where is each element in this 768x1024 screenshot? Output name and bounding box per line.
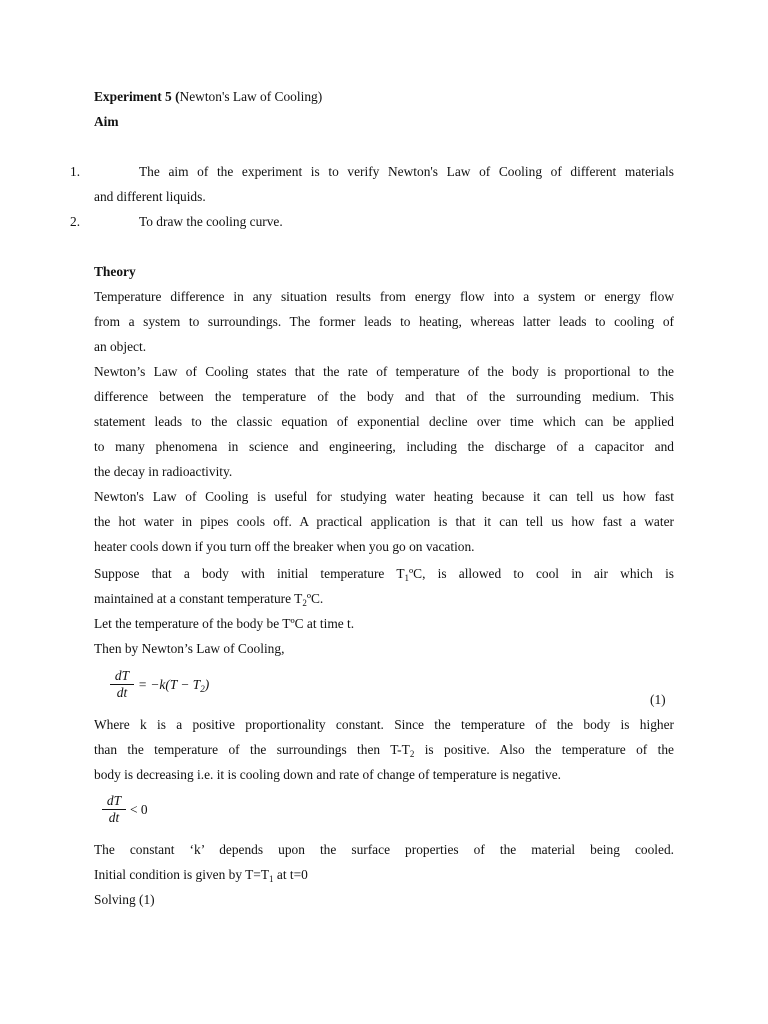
p3-line-1: Newton's Law of Cooling is useful for studying water heating because it can tell us how fast — [94, 489, 674, 504]
p9-line: Solving (1) — [94, 892, 155, 907]
heading-bold: Experiment 5 ( — [94, 89, 180, 104]
p4-line-2: maintained at a constant temperature $T_2ºC$. — [94, 591, 324, 608]
eq2-numerator: dT — [106, 793, 122, 808]
p8-line-1: The constant ‘k’ depends upon the surface properties of the material being cooled. — [94, 842, 674, 857]
p2-line-1: Newton’s Law of Cooling states that the rate of temperature of the body is proportional to the — [94, 364, 674, 379]
eq1-fraction — [110, 668, 134, 701]
p1-line-1: Temperature difference in any situation results from energy flow into a system or energy flow — [94, 289, 674, 304]
aim-number-1: 1. — [70, 164, 81, 179]
p5-line: Let the temperature of the body be TºC at time t. — [94, 616, 355, 631]
p7-line-3: body is decreasing i.e. it is cooling down and rate of change of temperature is negative. — [94, 767, 562, 782]
p2-line-2: difference between the temperature of the body and that of the surrounding medium. This — [94, 389, 674, 404]
p8-line-2: Initial condition is given by $T=T_1$ at t=0 — [94, 867, 308, 884]
p4-line-1: Suppose that a body with initial temperature $T_1ºC$, is allowed to cool in air which is — [94, 566, 674, 583]
p3-line-2: the hot water in pipes cools off. A practical application is that it can tell us how fast a water — [94, 514, 674, 529]
p2-line-5: the decay in radioactivity. — [94, 464, 233, 479]
p6-line: Then by Newton’s Law of Cooling, — [94, 641, 285, 656]
aim-1-line-1: The aim of the experiment is to verify Newton's Law of Cooling of different materials — [139, 164, 674, 179]
p7-line-2: than the temperature of the surroundings then $T-T_2$ is positive. Also the temperature of the — [94, 742, 674, 759]
p2-line-4: to many phenomena in science and engineering, including the discharge of a capacitor and — [94, 439, 674, 454]
p3-line-3: heater cools down if you turn off the breaker when you go on vacation. — [94, 539, 475, 554]
theory-title: Theory — [94, 264, 136, 279]
aim-2-line-1: To draw the cooling curve. — [139, 214, 283, 229]
heading-normal: Newton's Law of Cooling) — [179, 89, 323, 104]
experiment-heading — [94, 89, 674, 105]
eq2-denominator: dt — [108, 810, 120, 825]
p1-line-2: from a system to surroundings. The former leads to heating, whereas latter leads to cooling of — [94, 314, 674, 329]
eq1-label: (1) — [650, 692, 666, 707]
eq1-rhs: = $-k(T - T_2)$ — [138, 677, 210, 694]
aim-number-2: 2. — [70, 214, 81, 229]
eq2-fraction — [102, 793, 126, 826]
p2-line-3: statement leads to the classic equation of exponential decline over time which can be applied — [94, 414, 674, 429]
p7-line-1: Where k is a positive proportionality constant. Since the temperature of the body is higher — [94, 717, 674, 732]
aim-title: Aim — [94, 114, 119, 129]
p1-line-3: an object. — [94, 339, 147, 354]
eq1-denominator: dt — [116, 685, 128, 700]
eq2-rhs: < 0 — [130, 802, 148, 817]
aim-1-line-2: and different liquids. — [94, 189, 206, 204]
eq1-numerator: dT — [114, 668, 130, 683]
